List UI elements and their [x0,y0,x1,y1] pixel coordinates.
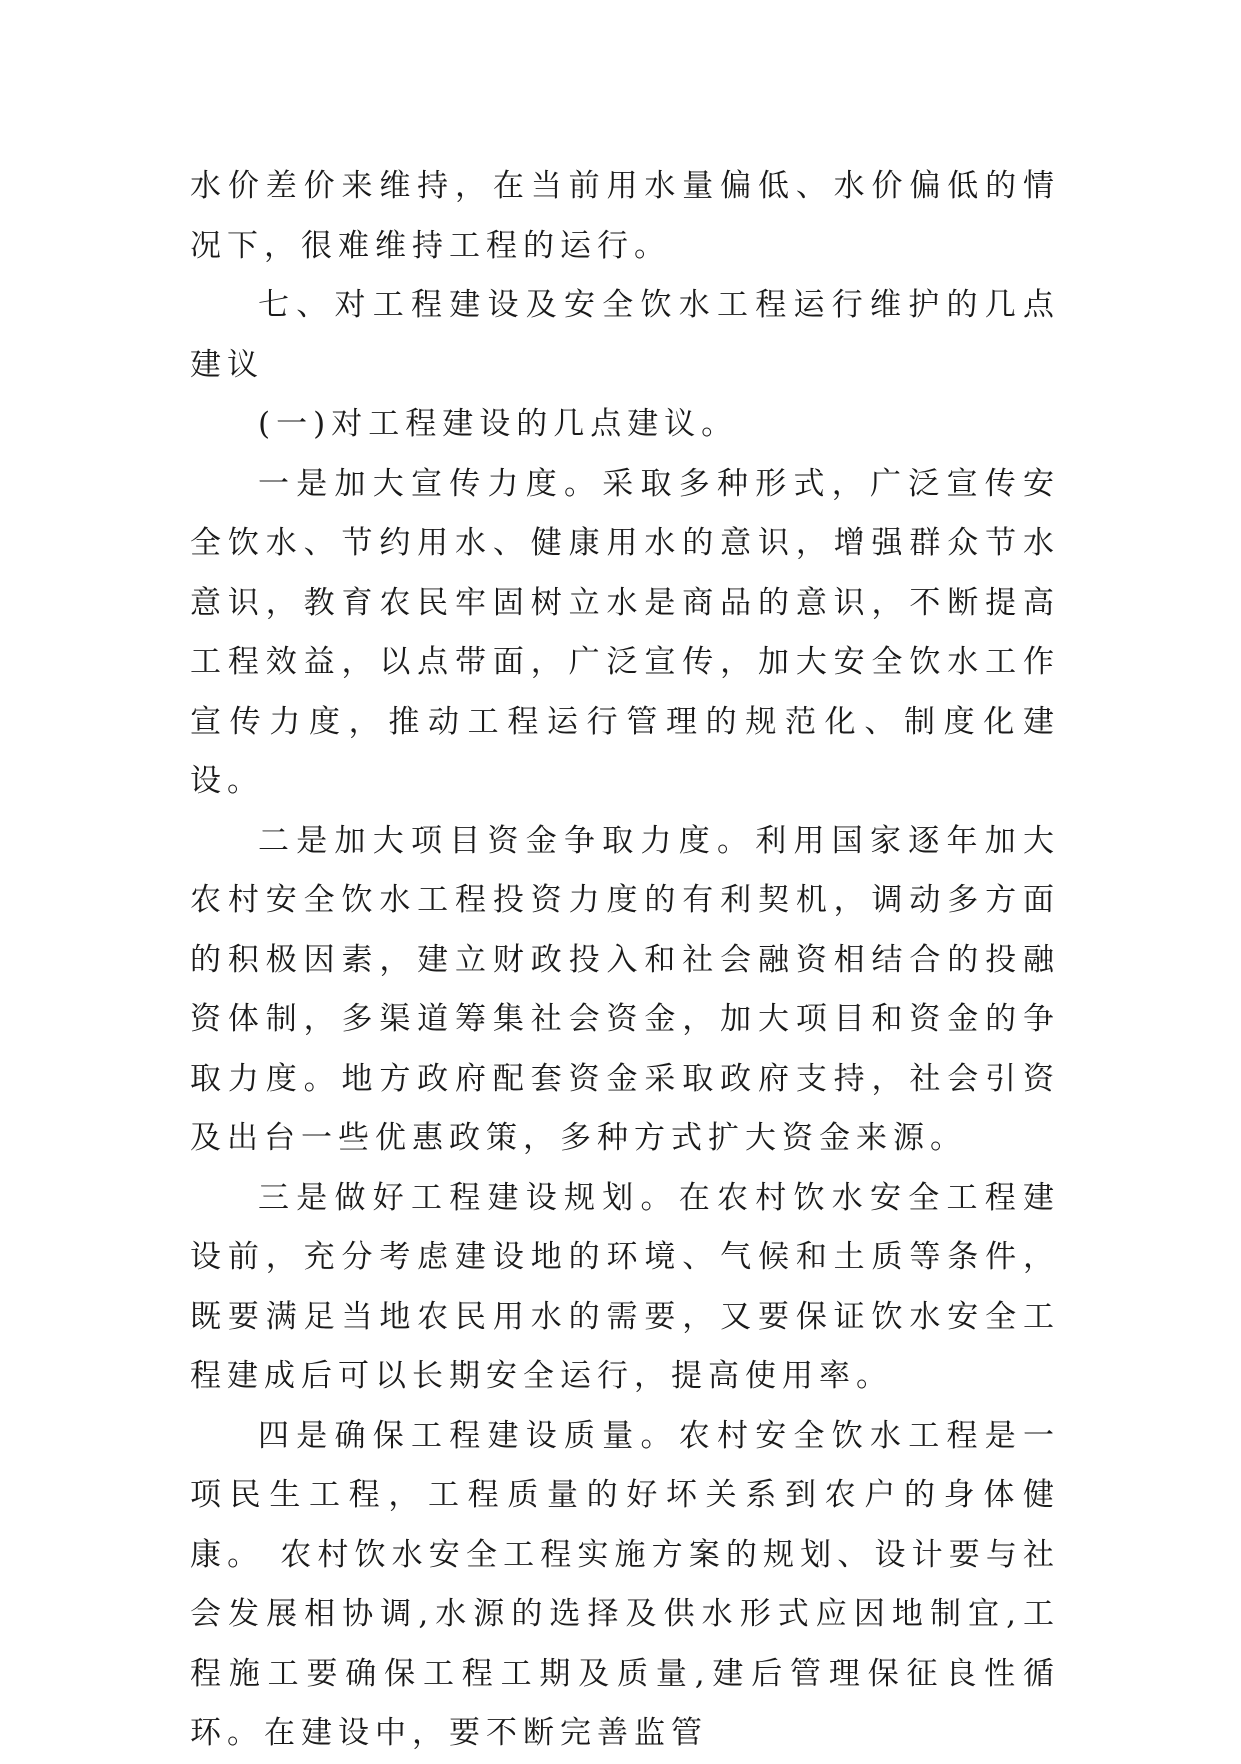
paragraph-planning: 三是做好工程建设规划。在农村饮水安全工程建设前，充分考虑建设地的环境、气候和土质等条件，既要满足当地农民用水的需要，又要保证饮水安全工程建成后可以长期安全运行，提高使用率。 [190,1179,1060,1394]
paragraph-funding: 二是加大项目资金争取力度。利用国家逐年加大农村安全饮水工程投资力度的有利契机，调动多方面的积极因素，建立财政投入和社会融资相结合的投融资体制，多渠道筹集社会资金，加大项目和资金的争取力度。地方政府配套资金采取政府支持，社会引资及出台一些优惠政策，多种方式扩大资金来源。 [190,822,1060,1156]
section-heading-seven: 七、对工程建设及安全饮水工程运行维护的几点建议 [190,287,1060,383]
subsection-heading-one: (一)对工程建设的几点建议。 [258,406,739,442]
paragraph-publicity: 一是加大宣传力度。采取多种形式，广泛宣传安全饮水、节约用水、健康用水的意识，增强群众节水意识，教育农民牢固树立水是商品的意识，不断提高工程效益，以点带面，广泛宣传，加大安全饮水工作宣传力度，推动工程运行管理的规范化、制度化建设。 [190,465,1060,799]
paragraph-quality: 四是确保工程建设质量。农村安全饮水工程是一项民生工程，工程质量的好坏关系到农户的身体健康。 农村饮水安全工程实施方案的规划、设计要与社会发展相协调,水源的选择及供水形式应因地制宜,工程施工要确保工程工期及质量,建后管理保征良性循环。在建设中，要不断完善监管 [190,1417,1060,1751]
paragraph-continuation: 水价差价来维持，在当前用水量偏低、水价偏低的情况下，很难维持工程的运行。 [190,168,1060,264]
document-body [190,157,1060,1764]
